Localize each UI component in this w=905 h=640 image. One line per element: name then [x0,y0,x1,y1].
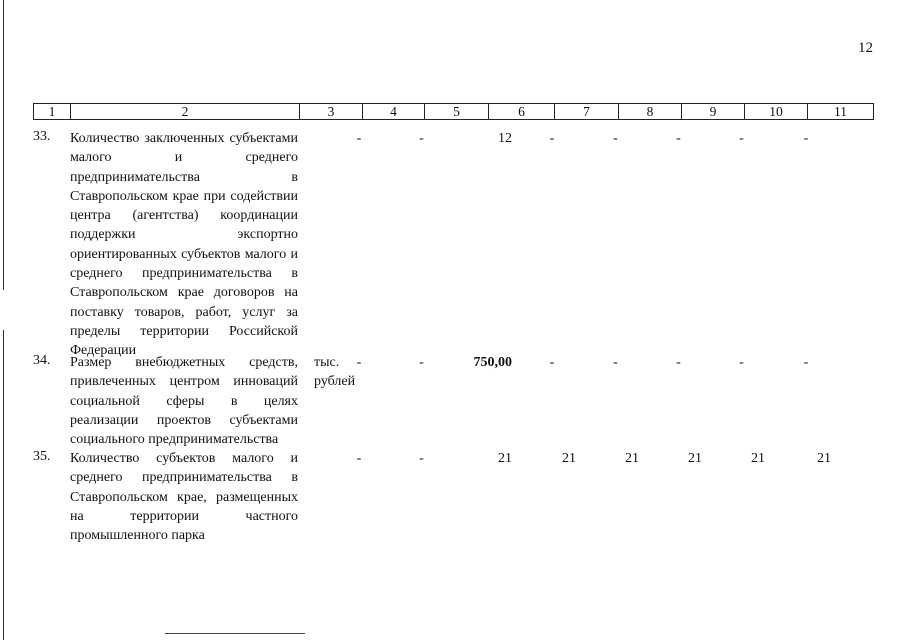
row-value: - [419,131,424,146]
margin-line [3,0,4,290]
row-value: - [676,355,681,370]
row-value: 21 [817,451,831,466]
row-unit: тыс. рублей [314,355,356,390]
row-value: - [803,131,809,146]
header-col: 9 [681,104,744,119]
row-description: Размер внебюджетных средств, привлеченных центром инноваций социальной сферы в целях реализации проектов субъектами социального предпринимательства [70,355,298,448]
row-value: 12 [498,131,512,146]
row-value: - [549,131,555,146]
row-value: - [419,355,424,370]
row-value: - [613,355,618,370]
row-number: 33. [33,129,51,144]
row-value: - [419,451,424,466]
row-value: 21 [625,451,639,466]
footnote-line [165,633,305,634]
header-col: 10 [744,104,807,119]
row-value: 21 [498,451,512,466]
header-col: 11 [807,104,873,119]
header-col: 1 [48,104,56,119]
header-col: 8 [618,104,681,119]
row-value: - [739,131,744,146]
margin-line [3,330,4,640]
row-value: - [676,131,681,146]
row-value: 21 [562,451,576,466]
header-col: 2 [70,104,299,119]
row-value: - [356,355,362,370]
header-col: 3 [299,104,362,119]
row-value: - [549,355,555,370]
row-number: 34. [33,353,51,368]
row-description: Количество субъектов малого и среднего предпринимательства в Ставропольском крае, размещенных на территории частного промышленного парка [70,451,298,544]
row-value: - [803,355,809,370]
header-col: 4 [362,104,424,119]
table-header [33,103,874,120]
row-description: Количество заключенных субъектами малого и среднего предпринимательства в Ставропольском крае при содействии центра (агентства) координации поддержки экспортно ориентированных субъектов малого и среднего предпринимательства в Ставропольском крае договоров на поставку товаров, работ, услуг за пределы территории Российской Федерации [70,131,298,359]
row-value: - [739,355,744,370]
row-value: 21 [751,451,765,466]
header-col: 6 [488,104,554,119]
row-value: 21 [688,451,702,466]
row-value: - [613,131,618,146]
row-value: 750,00 [473,355,512,370]
row-value: - [356,131,362,146]
header-col: 5 [424,104,488,119]
row-number: 35. [33,449,51,464]
header-col: 7 [554,104,618,119]
row-value: - [356,451,362,466]
page-number: 12 [858,40,873,56]
